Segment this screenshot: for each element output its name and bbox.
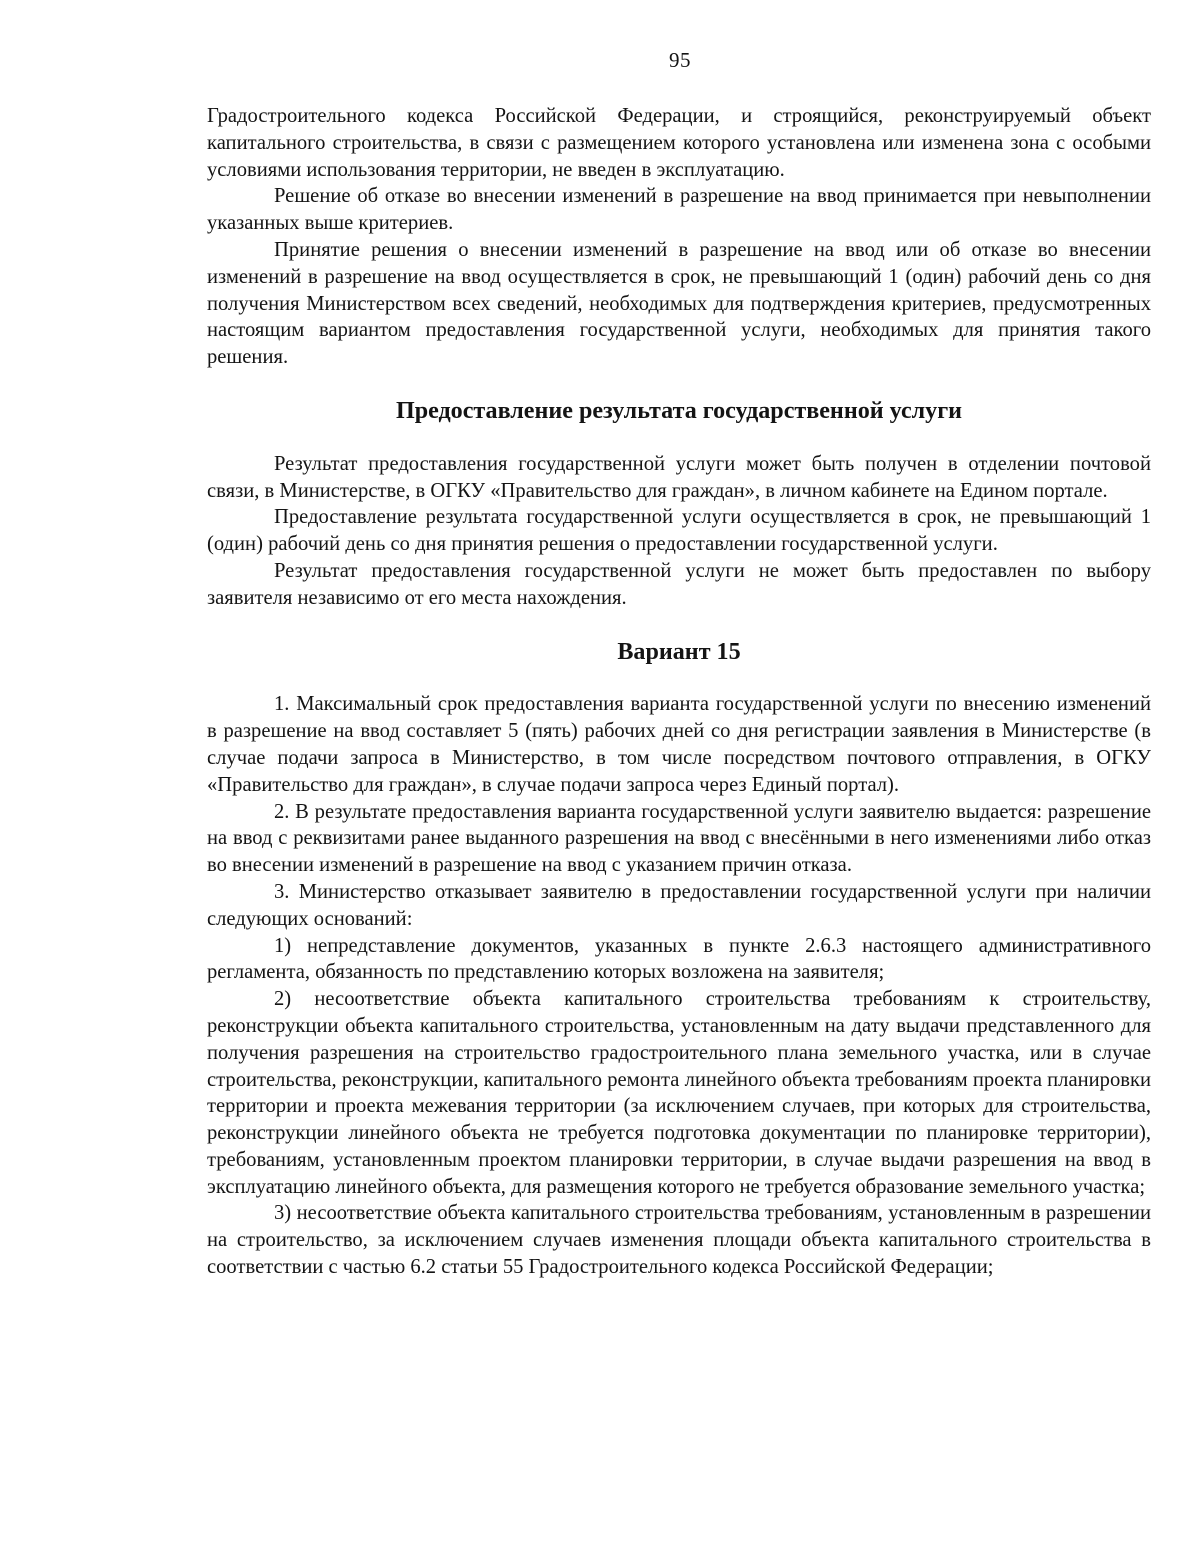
section-heading-variant-15: Вариант 15 — [617, 638, 741, 665]
paragraph-continuation: Градостроительного кодекса Российской Федерации, и строящийся, реконструируемый объект капитального строительства, в связи с размещением которого установлена или изменена зона с особыми условиями использования территории, не введен в эксплуатацию. — [207, 105, 1151, 181]
section-heading-result-delivery: Предоставление результата государственной услуги — [395, 397, 963, 424]
paragraph-result-channels: Результат предоставления государственной услуги может быть получен в отделении почтовой связи, в Министерстве, в ОГКУ «Правительство для граждан», в личном кабинете на Едином портале. — [207, 452, 1151, 502]
document-body — [207, 103, 1151, 1281]
list-item-2-result-issued: 2. В результате предоставления варианта государственной услуги заявителю выдается: разрешение на ввод с реквизитами ранее выданного разрешения на ввод с внесёнными в него изменениями либо отказ во внесении изменений в разрешение на ввод с указанием причин отказа. — [207, 800, 1151, 877]
paragraph-decision-term: Принятие решения о внесении изменений в разрешение на ввод или об отказе во внесении изменений в разрешение на ввод осуществляется в срок, не превышающий 1 (один) рабочий день со дня получения Министерством всех сведений, необходимых для подтверждения критериев, предусмотренных настоящим вариантом предоставления государственной услуги, необходимых для принятия такого решения. — [207, 238, 1151, 369]
sublist-item-3-nonconformity-permit: 3) несоответствие объекта капитального строительства требованиям, установленным в разрешении на строительство, за исключением случаев изменения площади объекта капитального строительства в соответствии с частью 6.2 статьи 55 Градостроительного кодекса Российской Федерации; — [207, 1202, 1151, 1279]
list-item-1-max-term: 1. Максимальный срок предоставления варианта государственной услуги по внесению изменений в разрешение на ввод составляет 5 (пять) рабочих дней со дня регистрации заявления в Министерстве (в случае подачи запроса в Министерство, в том числе посредством почтового отправления, в ОГКУ «Правительство для граждан», в случае подачи запроса через Единый портал). — [207, 693, 1151, 796]
paragraph-result-term: Предоставление результата государственной услуги осуществляется в срок, не превышающий 1 (один) рабочий день со дня принятия решения о предоставлении государственной услуги. — [207, 506, 1151, 556]
page-number: 95 — [669, 48, 691, 72]
list-item-3-refusal-grounds: 3. Министерство отказывает заявителю в предоставлении государственной услуги при наличии следующих оснований: — [207, 880, 1151, 930]
paragraph-refusal-decision: Решение об отказе во внесении изменений в разрешение на ввод принимается при невыполнении указанных выше критериев. — [207, 185, 1151, 235]
sublist-item-2-nonconformity-requirements: 2) несоответствие объекта капитального строительства требованиям к строительству, реконструкции объекта капитального строительства, установленным на дату выдачи представленного для получения разрешения на строительство градостроительного плана земельного участка, или в случае строительства, реконструкции, капитального ремонта линейного объекта требованиям проекта планировки территории и проекта межевания территории (за исключением случаев, при которых для строительства, реконструкции линейного объекта не требуется подготовка документации по планировке территории), требованиям, установленным проектом планировки территории, в случае выдачи разрешения на ввод в эксплуатацию линейного объекта, для размещения которого не требуется образование земельного участка; — [207, 988, 1151, 1198]
paragraph-result-location: Результат предоставления государственной услуги не может быть предоставлен по выбору заявителя независимо от его места нахождения. — [207, 559, 1151, 609]
sublist-item-1-missing-documents: 1) непредставление документов, указанных в пункте 2.6.3 настоящего административного регламента, обязанность по представлению которых возложена на заявителя; — [207, 934, 1151, 984]
